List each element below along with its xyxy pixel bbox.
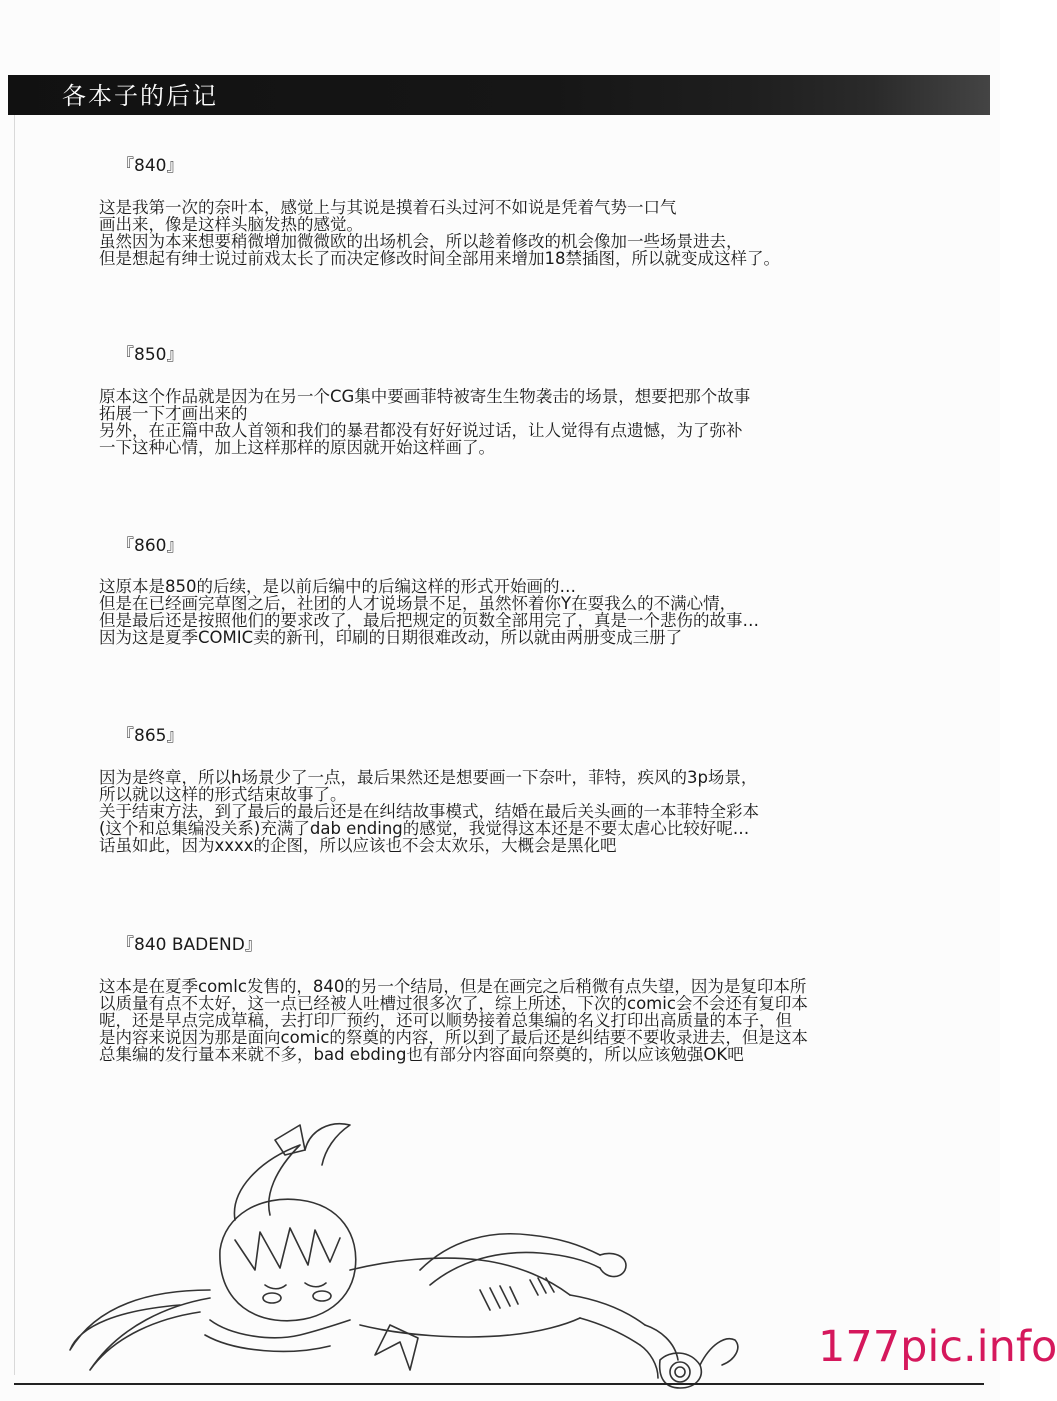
text-line: 这原本是850的后续，是以前后编中的后编这样的形式开始画的… [99,577,576,596]
watermark-text: 177pic.info [818,1322,1057,1372]
text-line: 但是最后还是按照他们的要求改了，最后把规定的页数全部用完了，真是一个悲伤的故事… [99,611,759,630]
text-line: 虽然因为本来想要稍微增加微微欧的出场机会，所以趁着修改的机会像加一些场景进去， [99,232,743,251]
text-line: 以质量有点不太好，这一点已经被人吐槽过很多次了，综上所述，下次的comic会不会还有复印本 [99,994,808,1013]
text-line: 原本这个作品就是因为在另一个CG集中要画菲特被寄生生物袭击的场景，想要把那个故事 [99,387,751,406]
section-title-860: 『860』 [117,536,184,556]
text-line: 关于结束方法，到了最后的最后还是在纠结故事模式，结婚在最后关头画的一本菲特全彩本 [99,802,759,821]
sleeping-girl-illustration [60,1120,760,1390]
text-line: 话虽如此，因为xxxx的企图，所以应该也不会太欢乐，大概会是黑化吧 [99,836,617,855]
section-body-840-badend [99,978,929,1063]
text-line: (这个和总集编没关系)充满了dab ending的感觉，我觉得这本还是不要太虐心比较好呢… [99,819,750,838]
page-edge [14,75,15,1375]
text-line: 这本是在夏季comlc发售的，840的另一个结局，但是在画完之后稍微有点失望，因为是复印本所 [99,977,807,996]
text-line: 是内容来说因为那是面向comic的祭奠的内容，所以到了最后还是纠结要不要收录进去，但是这本 [99,1028,808,1047]
page-title: 各本子的后记 [62,82,218,110]
bottom-rule [14,1383,984,1385]
text-line: 所以就以这样的形式结束故事了。 [99,785,347,804]
text-line: 这是我第一次的奈叶本，感觉上与其说是摸着石头过河不如说是凭着气势一口气 [99,198,677,217]
section-title-840-badend: 『840 BADEND』 [117,935,262,955]
section-title-865: 『865』 [117,726,184,746]
text-line: 另外，在正篇中敌人首领和我们的暴君都没有好好说过话，让人觉得有点遗憾，为了弥补 [99,421,743,440]
section-title-850: 『850』 [117,345,184,365]
text-line: 但是在已经画完草图之后，社团的人才说场景不足，虽然怀着你Y在耍我么的不满心情， [99,594,737,613]
section-body-865 [99,769,929,854]
text-line: 呢，还是早点完成草稿，去打印厂预约，还可以顺势接着总集编的名义打印出高质量的本子，但 [99,1011,792,1030]
section-body-850 [99,388,929,456]
text-line: 一下这种心情，加上这样那样的原因就开始这样画了。 [99,438,495,457]
text-line: 但是想起有绅士说过前戏太长了而决定修改时间全部用来增加18禁插图，所以就变成这样了。 [99,249,780,268]
section-body-840 [99,199,929,267]
section-title-840: 『840』 [117,156,184,176]
text-line: 因为是终章，所以h场景少了一点，最后果然还是想要画一下奈叶，菲特，疾风的3p场景， [99,768,758,787]
text-line: 拓展一下才画出来的 [99,404,248,423]
text-line: 画出来，像是这样头脑发热的感觉。 [99,215,363,234]
text-line: 因为这是夏季COMIC卖的新刊，印刷的日期很难改动，所以就由两册变成三册了 [99,628,683,647]
text-line: 总集编的发行量本来就不多，bad ebding也有部分内容面向祭奠的，所以应该勉强OK吧 [99,1045,744,1064]
section-body-860 [99,578,929,646]
